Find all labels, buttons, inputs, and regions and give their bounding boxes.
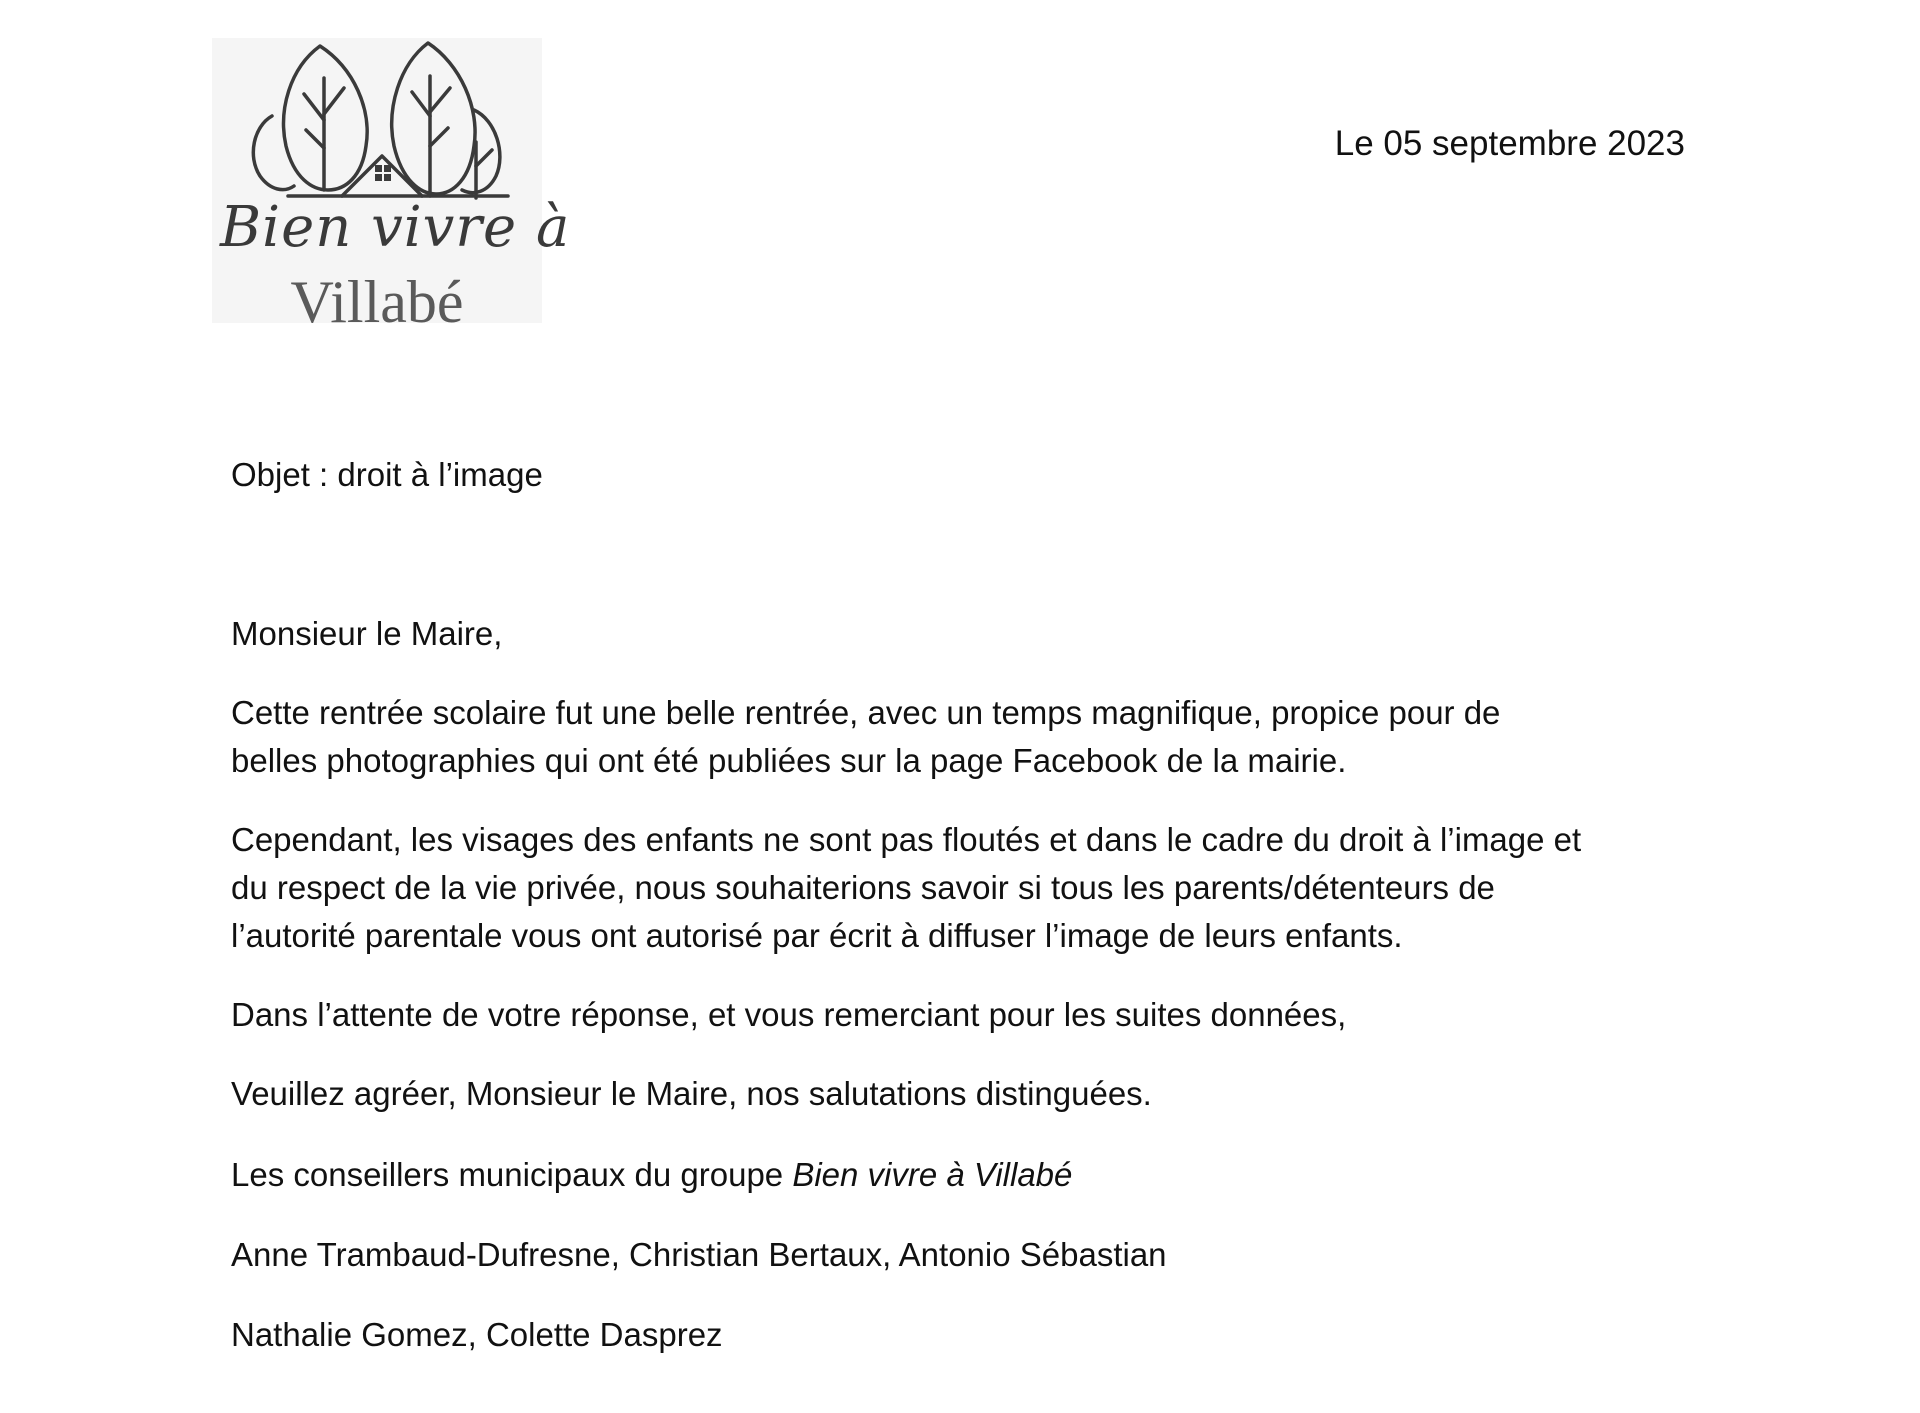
paragraph-2-line-2: du respect de la vie privée, nous souhaiterions savoir si tous les parents/détenteurs de (231, 869, 1495, 906)
paragraph-2-line-3: l’autorité parentale vous ont autorisé par écrit à diffuser l’image de leurs enfants. (231, 917, 1403, 954)
paragraph-2-line-1: Cependant, les visages des enfants ne sont pas floutés et dans le cadre du droit à l’image et (231, 821, 1582, 858)
subject-line: Objet : droit à l’image (231, 456, 543, 493)
letter-date: Le 05 septembre 2023 (1334, 124, 1685, 163)
salutation: Monsieur le Maire, (231, 615, 503, 652)
signature-group-prefix: Les conseillers municipaux du groupe (231, 1156, 793, 1193)
signature-group (231, 1151, 1072, 1199)
closing-formula: Veuillez agréer, Monsieur le Maire, nos salutations distinguées. (231, 1075, 1152, 1112)
signature-names-line-1: Anne Trambaud-Dufresne, Christian Bertaux, Antonio Sébastian (231, 1236, 1167, 1273)
logo (212, 38, 571, 335)
logo-text-line1: Bien vivre à (220, 195, 571, 260)
paragraph-3: Dans l’attente de votre réponse, et vous remerciant pour les suites données, (231, 996, 1347, 1033)
logo-text-line2: Villabé (290, 269, 464, 335)
signature-names-line-2: Nathalie Gomez, Colette Dasprez (231, 1316, 723, 1353)
paragraph-1-line-1: Cette rentrée scolaire fut une belle rentrée, avec un temps magnifique, propice pour de (231, 694, 1501, 731)
signature-group-name: Bien vivre à Villabé (792, 1156, 1073, 1193)
paragraph-1-line-2: belles photographies qui ont été publiées sur la page Facebook de la mairie. (231, 742, 1347, 779)
